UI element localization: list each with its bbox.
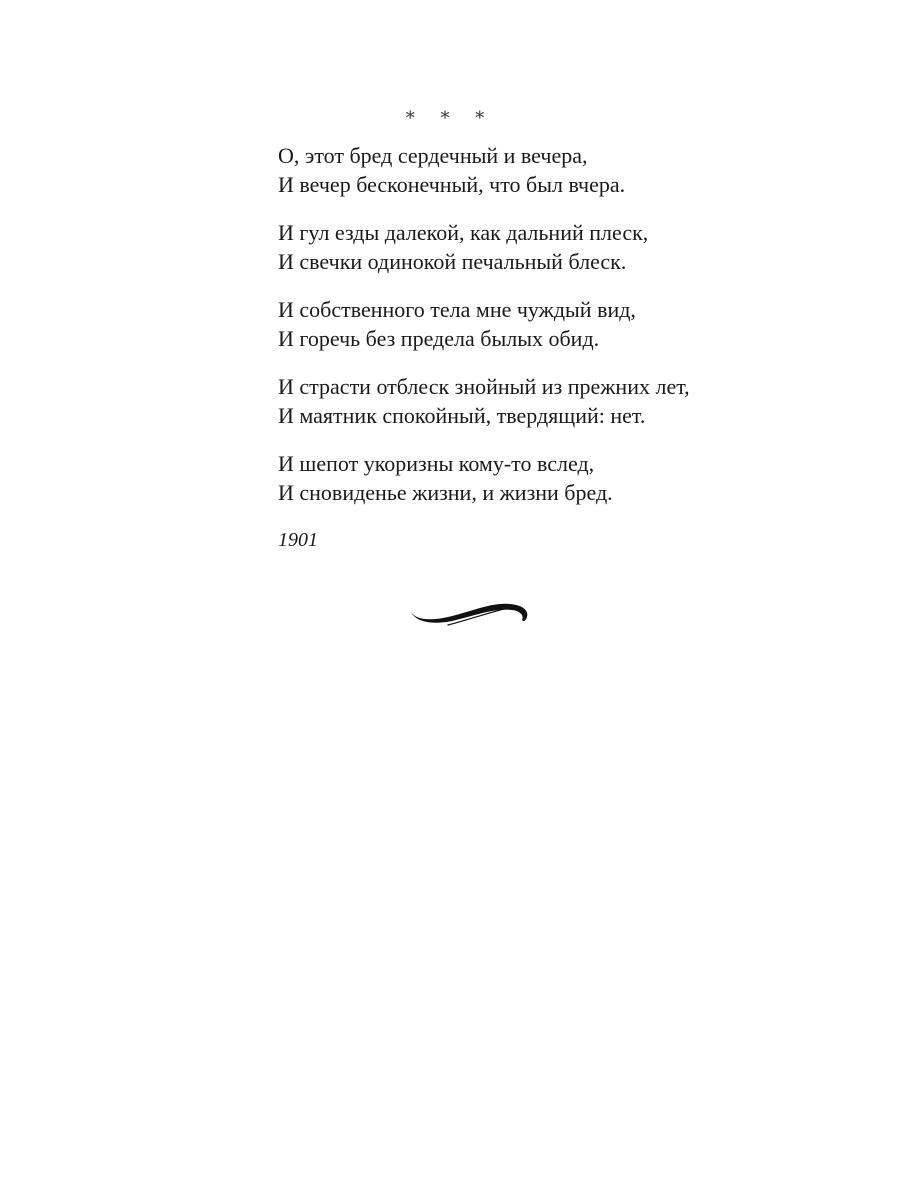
poem-line: О, этот бред сердечный и вечера,: [278, 143, 588, 168]
poem-line: И страсти отблеск знойный из прежних лет,: [278, 374, 690, 399]
poem-line: И собственного тела мне чуждый вид,: [278, 297, 636, 322]
stanza-5: [278, 449, 838, 507]
poem-line: И шепот укоризны кому-то вслед,: [278, 451, 595, 476]
poem-line: И гул езды далекой, как дальний плеск,: [278, 220, 649, 245]
stanza-4: [278, 372, 838, 430]
poem-line: И маятник спокойный, твердящий: нет.: [278, 403, 646, 428]
poem: [278, 141, 838, 554]
stanza-2: [278, 218, 838, 276]
poem-line: И сновиденье жизни, и жизни бред.: [278, 480, 613, 505]
stanza-1: [278, 141, 838, 199]
stanza-3: [278, 295, 838, 353]
poem-line: И вечер бесконечный, что был вчера.: [278, 172, 626, 197]
swash-flourish-icon: [408, 598, 530, 630]
poem-date: 1901: [278, 529, 318, 551]
poem-line: И свечки одинокой печальный блеск.: [278, 249, 627, 274]
asterism: * * *: [405, 108, 495, 129]
poem-line: И горечь без предела былых обид.: [278, 326, 600, 351]
